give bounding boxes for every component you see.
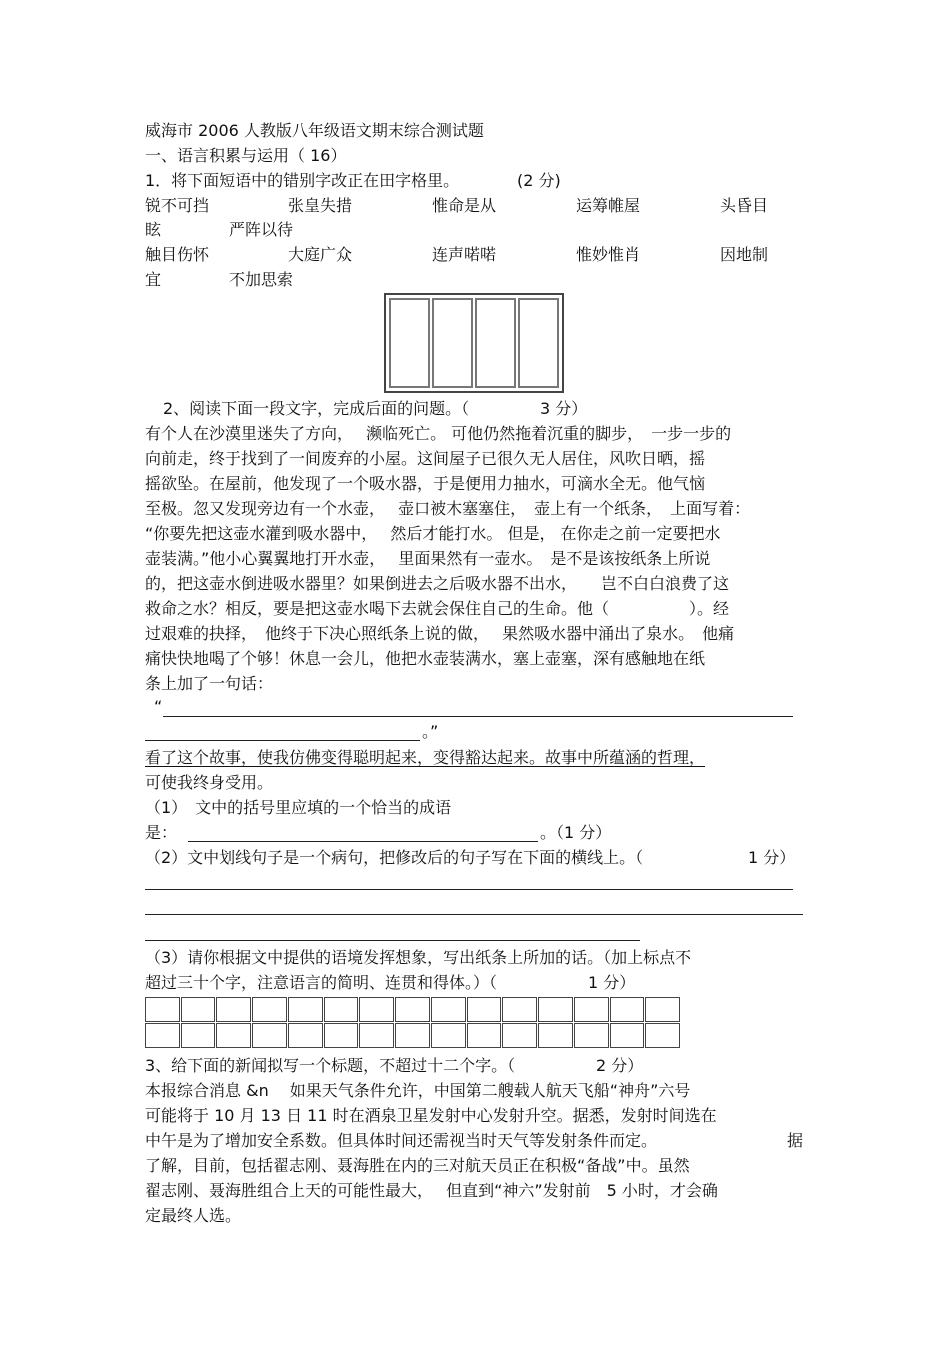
phrase: 大庭广众 [288,245,353,264]
grid-cell[interactable] [475,298,516,388]
q2-sub1-label: 是： [145,823,178,842]
grid-cell[interactable] [431,1023,466,1048]
answer-line[interactable] [163,716,793,717]
passage-line: 至极。忽又发现旁边有一个水壶， 壶口被木塞塞住， 壶上有一个纸条， 上面写着： [145,499,751,518]
passage-line: 向前走，终于找到了一间废弃的小屋。这间屋子已很久无人居住，风吹日晒，摇 [145,449,706,468]
grid-cell[interactable] [431,997,466,1022]
news-line-tail: 据 [787,1131,804,1150]
phrase: 眩 [145,220,162,239]
grid-cell[interactable] [145,1023,180,1048]
answer-line[interactable] [145,914,803,915]
passage-line: 的，把这壶水倒进吸水器里？如果倒进去之后吸水器不出水， 岂不白白浪费了这 [145,574,730,593]
grid-cell[interactable] [288,997,323,1022]
underlined-sentence: 看了这个故事，使我仿佛变得聪明起来，变得豁达起来。故事中所蕴涵的哲理， [145,748,706,767]
grid-cell[interactable] [432,298,473,388]
phrase: 惟妙惟肖 [576,245,641,264]
answer-line[interactable] [145,889,793,890]
grid-cell[interactable] [181,997,216,1022]
phrase: 不加思索 [229,270,294,289]
answer-line[interactable] [145,940,640,941]
quote-close: 。” [422,722,439,741]
news-line: 翟志刚、聂海胜组合上天的可能性最大， 但直到“神六”发射前 5 小时，才会确 [145,1181,718,1200]
phrase: 张皇失措 [288,196,353,215]
grid-cell[interactable] [181,1023,216,1048]
doc-title: 威海市 2006 人教版八年级语文期末综合测试题 [145,121,484,140]
grid-cell[interactable] [145,997,180,1022]
phrase: 锐不可挡 [145,196,210,215]
passage-line: 有个人在沙漠里迷失了方向， 濒临死亡。 可他仍然拖着沉重的脚步， 一步一步的 [145,424,732,443]
news-line: 本报综合消息 &n 如果天气条件允许，中国第二艘载人航天飞船“神舟”六号 [145,1081,691,1100]
grid-cell[interactable] [359,1023,394,1048]
passage-line: 可使我终身受用。 [145,773,274,792]
answer-line[interactable] [145,740,420,741]
phrase: 触目伤怀 [145,245,210,264]
passage-line: 壶装满。”他小心翼翼地打开水壶， 里面果然有一壶水。 是不是该按纸条上所说 [145,549,711,568]
grid-cell[interactable] [395,1023,430,1048]
phrase: 惟命是从 [432,196,497,215]
grid-cell[interactable] [538,1023,573,1048]
q2-sub2: （2）文中划线句子是一个病句，把修改后的句子写在下面的横线上。（ [145,848,644,867]
q2-prompt: 2、阅读下面一段文字，完成后面的问题。（ [163,399,470,418]
q2-sub3: 超过三十个字，注意语言的简明、连贯和得体。）（ [145,973,498,992]
grid-cell[interactable] [467,1023,502,1048]
grid-cell[interactable] [538,997,573,1022]
news-line: 可能将于 10 月 13 日 11 时在酒泉卫星发射中心发射升空。据悉，发射时间选在 [145,1106,717,1125]
q2-sub1-score: 。（1 分） [540,823,612,842]
q1-score: (2 分) [517,171,561,190]
writing-grid-row [145,997,681,1022]
grid-cell[interactable] [610,1023,645,1048]
q1-prompt: 1．将下面短语中的错别字改正在田字格里。 [145,171,460,190]
grid-cell[interactable] [518,298,559,388]
passage-line: 过艰难的抉择， 他终于下决心照纸条上说的做， 果然吸水器中涌出了泉水。 他痛 [145,624,735,643]
grid-cell[interactable] [467,997,502,1022]
grid-cell[interactable] [288,1023,323,1048]
passage-line: “你要先把这壶水灌到吸水器中， 然后才能打水。 但是， 在你走之前一定要把水 [145,524,721,543]
grid-cell[interactable] [574,997,609,1022]
passage-line: 痛快快地喝了个够！休息一会儿，他把水壶装满水，塞上壶塞，深有感触地在纸 [145,649,706,668]
passage-line: 条上加了一句话： [145,674,274,693]
grid-cell[interactable] [645,997,680,1022]
q3-score: 2 分） [596,1056,644,1075]
phrase: 头昏目 [720,196,769,215]
news-line: 中午是为了增加安全系数。但具体时间还需视当时天气等发射条件而定。 [145,1131,658,1150]
grid-cell[interactable] [502,1023,537,1048]
q2-sub3-score: 1 分） [588,973,636,992]
phrase: 连声喏喏 [432,245,497,264]
grid-cell[interactable] [252,997,287,1022]
answer-line[interactable] [188,841,538,842]
grid-cell[interactable] [645,1023,680,1048]
grid-cell[interactable] [252,1023,287,1048]
q2-sub1: （1） 文中的括号里应填的一个恰当的成语 [145,798,452,817]
quote-open: “ [154,697,163,716]
q2-sub2-score: 1 分） [748,848,796,867]
grid-cell[interactable] [574,1023,609,1048]
phrase: 宜 [145,270,162,289]
grid-cell[interactable] [389,298,430,388]
q2-score: 3 分） [540,399,588,418]
writing-grid-row [145,1023,681,1048]
tian-zi-grid [384,293,564,393]
grid-cell[interactable] [395,997,430,1022]
passage-line: 救命之水？相反，要是把这壶水喝下去就会保住自己的生命。他（ ）。经 [145,599,730,618]
q2-sub3: （3）请你根据文中提供的语境发挥想象，写出纸条上所加的话。（加上标点不 [145,948,692,967]
q3-prompt: 3、给下面的新闻拟写一个标题，不超过十二个字。（ [145,1056,516,1075]
grid-cell[interactable] [216,1023,251,1048]
grid-cell[interactable] [610,997,645,1022]
news-line: 定最终人选。 [145,1206,242,1225]
phrase: 运筹帷屋 [576,196,641,215]
grid-cell[interactable] [324,997,359,1022]
phrase: 严阵以待 [229,220,294,239]
passage-line: 摇欲坠。在屋前，他发现了一个吸水器，于是便用力抽水，可滴水全无。他气恼 [145,474,706,493]
section-heading: 一、语言积累与运用（ 16） [145,146,347,165]
grid-cell[interactable] [216,997,251,1022]
phrase: 因地制 [720,245,769,264]
grid-cell[interactable] [359,997,394,1022]
grid-cell[interactable] [502,997,537,1022]
news-line: 了解，目前，包括翟志刚、聂海胜在内的三对航天员正在积极“备战”中。虽然 [145,1156,690,1175]
grid-cell[interactable] [324,1023,359,1048]
